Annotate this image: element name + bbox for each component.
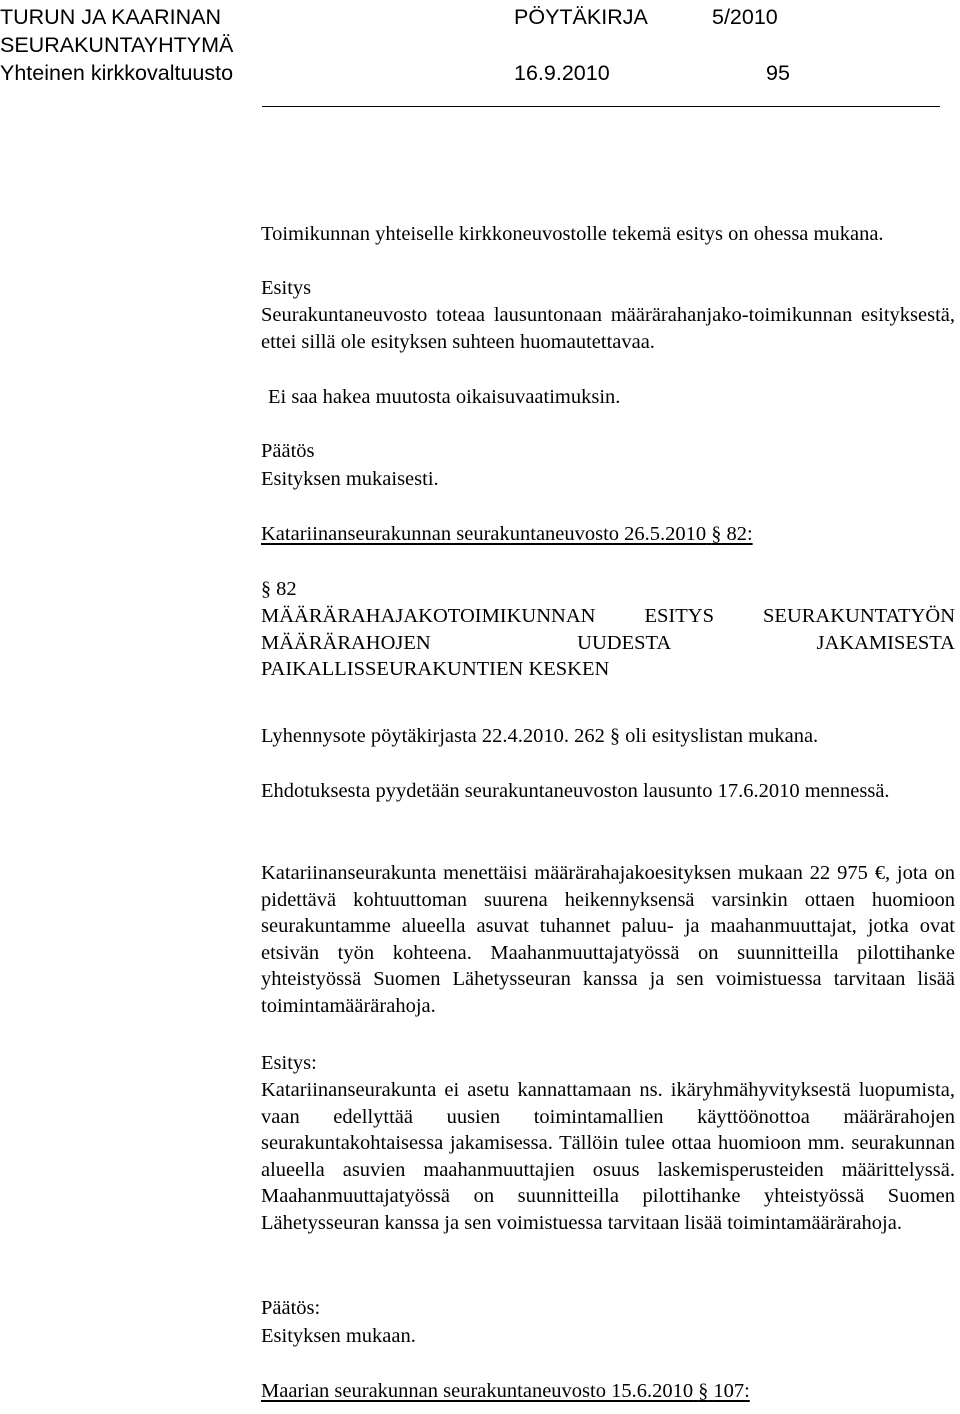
paatos-heading: Päätös xyxy=(261,440,315,462)
title-line-3: PAIKALLISSEURAKUNTIEN KESKEN xyxy=(261,658,610,681)
no-appeal-note: Ei saa hakea muutosta oikaisuvaatimuksin. xyxy=(268,386,621,408)
esitys-text: Seurakuntaneuvosto toteaa lausuntonaan määrärahanjako-toimikunnan esityksestä, ettei sillä ole esityksen suhteen huomautettavaa. xyxy=(261,304,955,353)
title-line-2: MÄÄRÄRAHOJEN UUDESTA JAKAMISESTA xyxy=(261,631,955,654)
maaria-section-ref: 107: xyxy=(713,1380,750,1402)
document-type: PÖYTÄKIRJA xyxy=(514,5,648,29)
esitys-heading: Esitys xyxy=(261,277,312,299)
org-name-line1: TURUN JA KAARINAN xyxy=(0,5,222,29)
excerpt-text-b: oli esityslistan mukana. xyxy=(625,725,819,747)
katariina-council-heading xyxy=(261,521,955,548)
section-number-value: 82 xyxy=(276,578,297,600)
excerpt-line xyxy=(261,723,955,750)
paatos2-heading: Päätös: xyxy=(261,1297,321,1319)
paatos2-text: Esityksen mukaan. xyxy=(261,1325,416,1347)
document-number: 5/2010 xyxy=(712,5,778,29)
governing-body: Yhteinen kirkkovaltuusto xyxy=(0,61,234,85)
katariina-section-ref: 82: xyxy=(726,523,753,545)
header-rule xyxy=(262,106,940,107)
section-sign: § xyxy=(711,523,722,545)
section-sign: § xyxy=(698,1380,709,1402)
section-number xyxy=(261,576,955,603)
paatos-text: Esityksen mukaisesti. xyxy=(261,468,439,490)
excerpt-text-a: Lyhennysote pöytäkirjasta 22.4.2010. 262 xyxy=(261,725,605,747)
intro-paragraph: Toimikunnan yhteiselle kirkkoneuvostolle tekemä esitys on ohessa mukana. xyxy=(261,223,884,245)
section-sign: § xyxy=(610,725,621,747)
section-sign: § xyxy=(261,578,271,600)
esitys2-heading: Esitys: xyxy=(261,1052,317,1074)
maaria-heading-text: Maarian seurakunnan seurakuntaneuvosto 15.6.2010 xyxy=(261,1380,694,1402)
proposal-request: Ehdotuksesta pyydetään seurakuntaneuvoston lausunto 17.6.2010 mennessä. xyxy=(261,780,890,802)
maaria-council-heading xyxy=(261,1378,955,1405)
title-line-1: MÄÄRÄRAHAJAKOTOIMIKUNNAN ESITYS SEURAKUNTATYÖN xyxy=(261,605,955,627)
meeting-date: 16.9.2010 xyxy=(514,61,610,85)
esitys2-text: Katariinanseurakunta ei asetu kannattamaan ns. ikäryhmähyvityksestä luopumista, vaan edellyttää uusien toimintamallien käyttöönottoa määrärahojen seurakuntakohtaisessa jakamisessa. Tällöin tulee ottaa huomioon mm. seurakunnan alueella asuvien maahanmuuttajien osuus laskemisperusteiden määrittelyssä. Maahanmuuttajatyössä on suunnitteilla pilottihanke yhteistyössä Suomen Lähetysseuran kanssa ja sen voimistuessa tarvitaan lisää toimintamäärärahoja. xyxy=(261,1079,955,1234)
katariina-heading-text: Katariinanseurakunnan seurakuntaneuvosto 26.5.2010 xyxy=(261,523,707,545)
katariina-paragraph: Katariinanseurakunta menettäisi määrärahajakoesityksen mukaan 22 975 €, jota on pidettävä kohtuuttoman suurena heikennyksensä varsinkin ottaen huomioon seurakuntamme alueella asuvat tuhannet paluu- ja maahanmuuttajat, jotka ovat etsivän työn kohteena. Maahanmuuttajatyössä on suunnitteilla pilottihanke yhteistyössä Suomen Lähetysseuran kanssa ja sen voimistuessa tarvitaan lisää toimintamäärärahoja. xyxy=(261,862,955,1017)
page-number: 95 xyxy=(766,61,790,85)
org-name-line2: SEURAKUNTAYHTYMÄ xyxy=(0,33,234,57)
section-title xyxy=(261,603,955,683)
